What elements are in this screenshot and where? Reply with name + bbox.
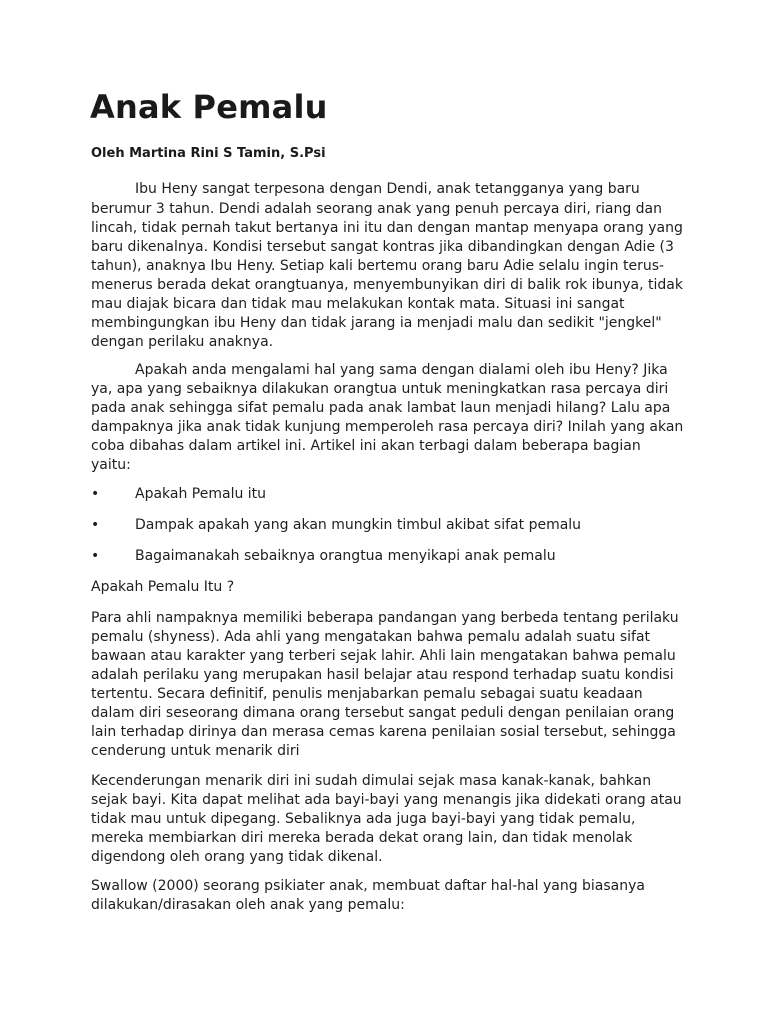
paragraph-line: tertentu. Secara definitif, penulis menjabarkan pemalu sebagai suatu keadaan xyxy=(91,686,643,702)
paragraph-line: lain terhadap dirinya dan merasa cemas karena penilaian sosial tersebut, sehingga xyxy=(91,724,676,740)
bullet-item: Apakah Pemalu itu xyxy=(135,486,267,502)
document-title: Anak Pemalu xyxy=(90,88,328,126)
paragraph-line: tahun), anaknya Ibu Heny. Setiap kali bertemu orang baru Adie selalu ingin terus- xyxy=(91,258,665,274)
paragraph-line: coba dibahas dalam artikel ini. Artikel ini akan terbagi dalam beberapa bagian xyxy=(91,438,641,454)
paragraph-line: Para ahli nampaknya memiliki beberapa pandangan yang berbeda tentang perilaku xyxy=(91,610,679,626)
paragraph-line: Swallow (2000) seorang psikiater anak, membuat daftar hal-hal yang biasanya xyxy=(91,878,645,894)
paragraph-line: bawaan atau karakter yang terberi sejak lahir. Ahli lain mengatakan bahwa pemalu xyxy=(91,648,676,664)
paragraph-line: membingungkan ibu Heny dan tidak jarang ia menjadi malu dan sedikit "jengkel" xyxy=(91,315,662,331)
bullet-icon: • xyxy=(91,517,100,533)
paragraph-line: Ibu Heny sangat terpesona dengan Dendi, anak tetangganya yang baru xyxy=(135,181,640,197)
paragraph-line: dilakukan/dirasakan oleh anak yang pemalu: xyxy=(91,897,405,913)
author-byline: Oleh Martina Rini S Tamin, S.Psi xyxy=(91,146,326,161)
paragraph-line: baru dikenalnya. Kondisi tersebut sangat kontras jika dibandingkan dengan Adie (3 xyxy=(91,239,674,255)
paragraph-line: adalah perilaku yang merupakan hasil belajar atau respond terhadap suatu kondisi xyxy=(91,667,674,683)
bullet-item: Bagaimanakah sebaiknya orangtua menyikapi anak pemalu xyxy=(135,548,556,564)
paragraph-line: sejak bayi. Kita dapat melihat ada bayi-bayi yang menangis jika didekati orang atau xyxy=(91,792,682,808)
paragraph-line: mereka membiarkan diri mereka berada dekat orang lain, dan tidak menolak xyxy=(91,830,633,846)
paragraph-line: dalam diri seseorang dimana orang tersebut sangat peduli dengan penilaian orang xyxy=(91,705,675,721)
paragraph-line: Kecenderungan menarik diri ini sudah dimulai sejak masa kanak-kanak, bahkan xyxy=(91,773,652,789)
paragraph-line: ya, apa yang sebaiknya dilakukan orangtua untuk meningkatkan rasa percaya diri xyxy=(91,381,669,397)
paragraph-line: cenderung untuk menarik diri xyxy=(91,743,300,759)
paragraph-line: dengan perilaku anaknya. xyxy=(91,334,274,350)
paragraph-line: menerus berada dekat orangtuanya, menyembunyikan diri di balik rok ibunya, tidak xyxy=(91,277,683,293)
paragraph-line: tidak mau untuk dipegang. Sebaliknya ada juga bayi-bayi yang tidak pemalu, xyxy=(91,811,636,827)
paragraph-line: lincah, tidak pernah takut bertanya ini itu dan dengan mantap menyapa orang yang xyxy=(91,220,683,236)
bullet-item: Dampak apakah yang akan mungkin timbul akibat sifat pemalu xyxy=(135,517,582,533)
paragraph-line: pemalu (shyness). Ada ahli yang mengatakan bahwa pemalu adalah suatu sifat xyxy=(91,629,651,645)
paragraph-line: dampaknya jika anak tidak kunjung memperoleh rasa percaya diri? Inilah yang akan xyxy=(91,419,684,435)
paragraph-line: Apakah anda mengalami hal yang sama dengan dialami oleh ibu Heny? Jika xyxy=(135,362,668,378)
paragraph-line: berumur 3 tahun. Dendi adalah seorang anak yang penuh percaya diri, riang dan xyxy=(91,201,663,217)
section-heading: Apakah Pemalu Itu ? xyxy=(91,579,235,595)
bullet-icon: • xyxy=(91,486,100,502)
paragraph-line: yaitu: xyxy=(91,457,131,473)
bullet-icon: • xyxy=(91,548,100,564)
paragraph-line: mau diajak bicara dan tidak mau melakukan kontak mata. Situasi ini sangat xyxy=(91,296,625,312)
paragraph-line: digendong oleh orang yang tidak dikenal. xyxy=(91,849,383,865)
paragraph-line: pada anak sehingga sifat pemalu pada anak lambat laun menjadi hilang? Lalu apa xyxy=(91,400,671,416)
